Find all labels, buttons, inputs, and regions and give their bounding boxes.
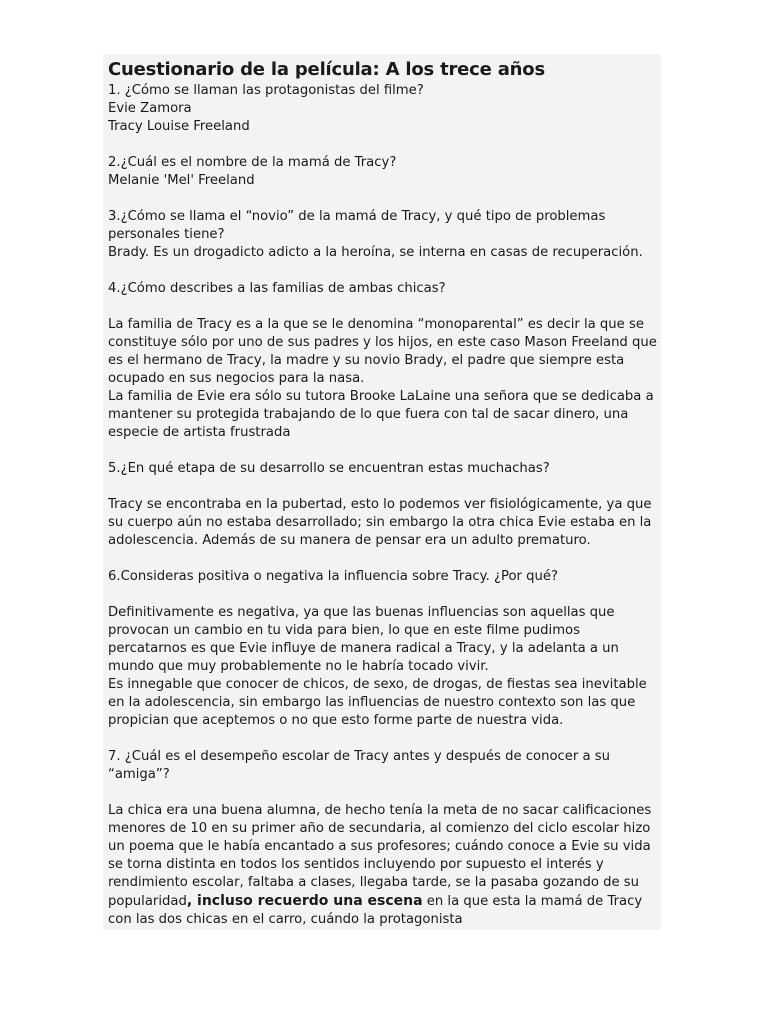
question-2: 2.¿Cuál es el nombre de la mamá de Tracy?: [108, 155, 397, 170]
spacer: [108, 136, 661, 154]
answer-2: Melanie 'Mel' Freeland: [108, 173, 255, 188]
answer-1-line-2: Tracy Louise Freeland: [108, 119, 250, 134]
answer-1-line-1: Evie Zamora: [108, 101, 192, 116]
document-title: Cuestionario de la película: A los trece años: [108, 59, 545, 80]
spacer: [108, 730, 661, 748]
spacer: [108, 262, 661, 280]
answer-6-paragraph-1: Definitivamente es negativa, ya que las buenas influencias son aquellas que provocan un cambio en tu vida para bien, lo que en este filme pudimos percatarnos es que Evie influye de manera radical a Tracy, y la adelanta a un mundo que muy probablemente no le habría tocado vivir.: [108, 605, 619, 674]
answer-6-paragraph-2: Es innegable que conocer de chicos, de sexo, de drogas, de fiestas sea inevitable en la adolescencia, sin embargo las influencias de nuestro contexto son las que propician que aceptemos o no que esto forme parte de nuestra vida.: [108, 677, 647, 728]
spacer: [108, 784, 661, 802]
question-1: 1. ¿Cómo se llaman las protagonistas del filme?: [108, 83, 424, 98]
spacer: [108, 550, 661, 568]
answer-5: Tracy se encontraba en la pubertad, esto lo podemos ver fisiológicamente, ya que su cuerpo aún no estaba desarrollado; sin embargo la otra chica Evie estaba en la adolescencia. Además de su manera de pensar era un adulto prematuro.: [108, 497, 652, 548]
question-7: 7. ¿Cuál es el desempeño escolar de Tracy antes y después de conocer a su “amiga”?: [108, 749, 610, 782]
question-4: 4.¿Cómo describes a las familias de ambas chicas?: [108, 281, 446, 296]
answer-3: Brady. Es un drogadicto adicto a la heroína, se interna en casas de recuperación.: [108, 245, 643, 260]
question-5: 5.¿En qué etapa de su desarrollo se encuentran estas muchachas?: [108, 461, 550, 476]
document-page: [103, 54, 661, 930]
spacer: [108, 298, 661, 316]
document-body: [103, 54, 661, 929]
answer-7: [108, 802, 661, 929]
answer-4-paragraph-2: La familia de Evie era sólo su tutora Brooke LaLaine una señora que se dedicaba a mantener su protegida trabajando de lo que fuera con tal de sacar dinero, una especie de artista frustrada: [108, 389, 654, 440]
spacer: [108, 190, 661, 208]
answer-7-emphasis: , incluso recuerdo una escena: [186, 893, 423, 909]
spacer: [108, 442, 661, 460]
question-3: 3.¿Cómo se llama el “novio” de la mamá de Tracy, y qué tipo de problemas personales tiene?: [108, 209, 606, 242]
answer-7-start: La chica era una buena alumna, de hecho tenía la meta de no sacar calificaciones menores de 10 en su primer año de secundaria, al comienzo del ciclo escolar hizo un poema que le había encantado a sus profesores; cuándo conoce a Evie su vida se torna distinta en todos los sentidos incluyendo por supuesto el interés y rendimiento escolar, faltaba a clases, llegaba tarde, se la pasaba gozando de su popularidad: [108, 803, 652, 909]
question-6: 6.Consideras positiva o negativa la influencia sobre Tracy. ¿Por qué?: [108, 569, 558, 584]
spacer: [108, 586, 661, 604]
answer-4-paragraph-1: La familia de Tracy es a la que se le denomina “monoparental” es decir la que se constituye sólo por uno de sus padres y los hijos, en este caso Mason Freeland que es el hermano de Tracy, la madre y su novio Brady, el padre que siempre esta ocupado en sus negocios para la nasa.: [108, 317, 657, 386]
spacer: [108, 478, 661, 496]
answer-7-end: en la que esta la mamá de Tracy con las dos chicas en el carro, cuándo la protagonista: [108, 894, 643, 927]
